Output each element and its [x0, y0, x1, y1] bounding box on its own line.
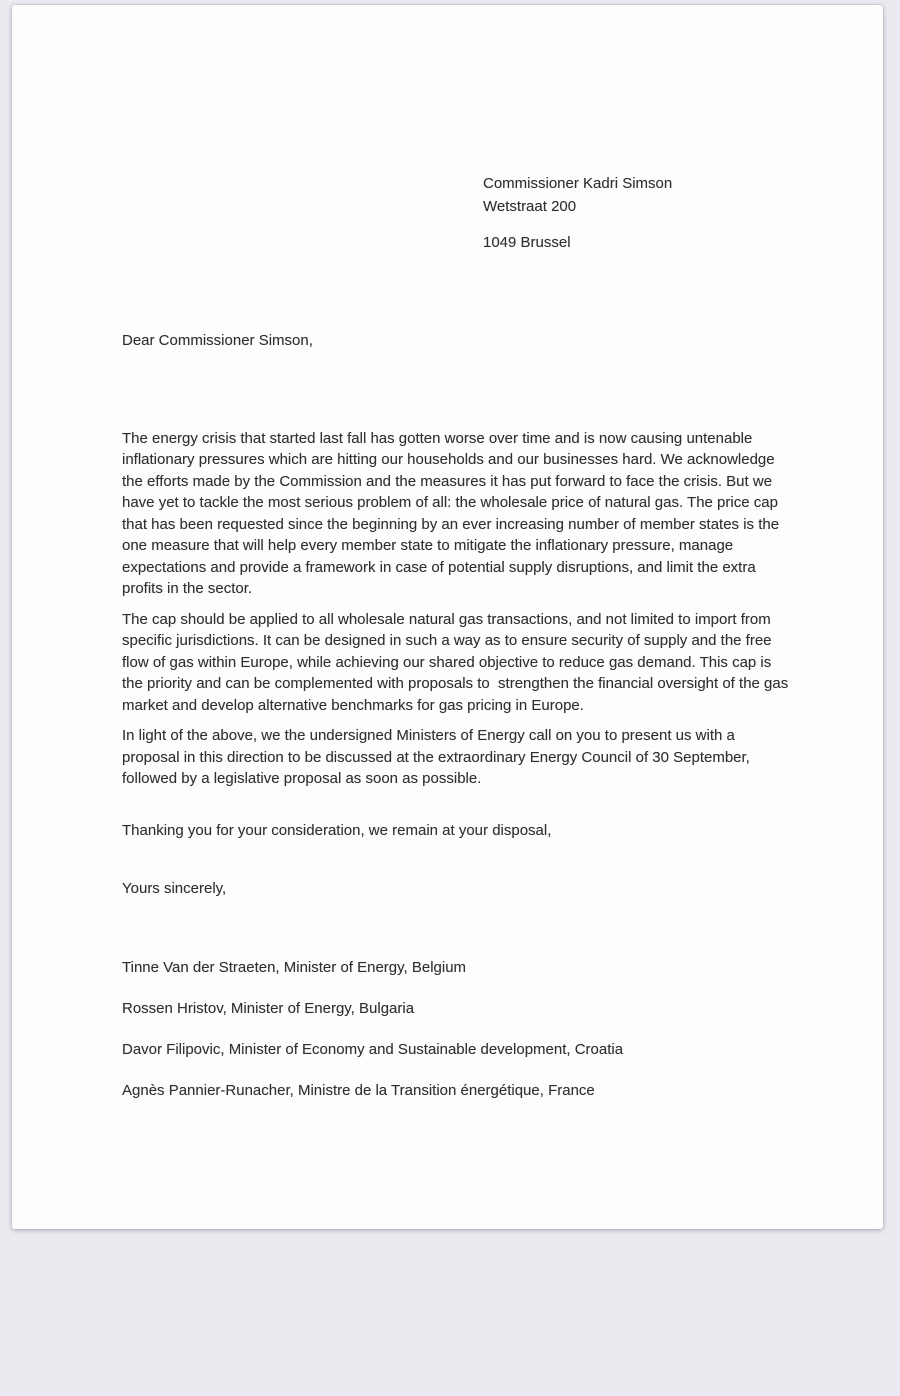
- body-paragraph-1: The energy crisis that started last fall has gotten worse over time and is now causing untenable inflationary pressures which are hitting our households and our businesses hard. We acknowledge the efforts made by the Commission and the measures it has put forward to face the crisis. But we have yet to tackle the most serious problem of all: the wholesale price of natural gas. The price cap that has been requested since the beginning by an ever increasing number of member states is the one measure that will help every member state to mitigate the inflationary pressure, manage expectations and provide a framework in case of potential supply disruptions, and limit the extra profits in the sector.: [122, 429, 784, 597]
- sign-off: Yours sincerely,: [122, 880, 227, 897]
- signatory-belgium: Tinne Van der Straeten, Minister of Energy, Belgium: [122, 958, 467, 976]
- address-spacer: [483, 218, 795, 231]
- recipient-address-block: [483, 172, 795, 254]
- letter-content: [12, 172, 883, 1396]
- signatories-list: [122, 957, 795, 1102]
- signatory-croatia: Davor Filipovic, Minister of Economy and Sustainable development, Croatia: [122, 1040, 624, 1058]
- signatory-france: Agnès Pannier-Runacher, Ministre de la Transition énergétique, France: [122, 1081, 595, 1099]
- address-line-city: 1049 Brussel: [483, 234, 571, 251]
- body-paragraph-2: The cap should be applied to all wholesale natural gas transactions, and not limited to import from specific jurisdictions. It can be designed in such a way as to ensure security of supply and the free flow of gas within Europe, while achieving our shared objective to reduce gas demand. This cap is the priority and can be complemented with proposals to strengthen the financial oversight of the gas market and develop alternative benchmarks for gas pricing in Europe.: [122, 610, 793, 714]
- body-paragraph-3: In light of the above, we the undersigned Ministers of Energy call on you to present us with a proposal in this direction to be discussed at the extraordinary Energy Council of 30 September, followed by a legislative proposal as soon as possible.: [122, 727, 755, 787]
- salutation: Dear Commissioner Simson,: [122, 332, 313, 349]
- signatory-bulgaria: Rossen Hristov, Minister of Energy, Bulgaria: [122, 999, 415, 1017]
- address-line-recipient: Commissioner Kadri Simson: [483, 175, 673, 192]
- address-line-street: Wetstraat 200: [483, 198, 577, 215]
- letter-page: [12, 5, 883, 1229]
- closing-line: Thanking you for your consideration, we remain at your disposal,: [122, 821, 552, 839]
